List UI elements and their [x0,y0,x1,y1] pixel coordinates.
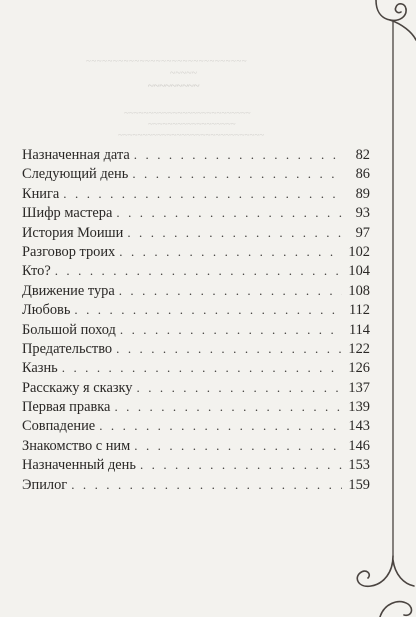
toc-entry-title: Знакомство с ним [22,437,131,454]
toc-dot-leader [71,475,342,494]
toc-entry-title: Расскажу я сказку [22,379,133,396]
toc-dot-leader [120,320,342,339]
toc-entry [22,300,370,319]
toc-entry-title: Совпадение [22,418,96,435]
toc-dot-leader [140,455,342,474]
toc-entry-title: Разговор троих [22,243,116,260]
toc-dot-leader [134,436,342,455]
toc-entry [22,339,370,358]
toc-dot-leader [74,300,342,319]
toc-entry [22,320,370,339]
toc-dot-leader [134,145,342,164]
toc-entry [22,164,370,183]
toc-entry-title: Назначенная дата [22,147,130,163]
toc-entry-title: Шифр мастера [22,205,113,222]
toc-entry-title: Казнь [22,360,58,377]
toc-dot-leader [55,261,342,280]
bleed-through-text: ~~~~~~~~~~~~~~~~~~~~~~~~~~~~~~ [86,56,248,66]
toc-entry-title: Книга [22,185,60,202]
toc-entry-page-number: 143 [348,418,370,435]
toc-entry-page-number: 102 [348,243,370,260]
toc-entry-page-number: 89 [355,185,370,202]
toc-dot-leader [119,281,342,300]
toc-dot-leader [99,416,342,435]
toc-entry-page-number: 126 [348,360,370,377]
toc-entry-title: Кто? [22,263,51,280]
toc-entry-title: Первая правка [22,399,111,416]
toc-dot-leader [137,378,343,397]
table-of-contents [22,145,370,494]
toc-entry-page-number: 137 [348,379,370,396]
bleed-through-text: ~~~~~~~~~~~~~~~~~~~~~~~~~~~~~~ [118,130,265,140]
bleed-through-text: ~~~~~~~~~ [148,80,200,92]
toc-entry [22,358,370,377]
toc-dot-leader [62,358,342,377]
toc-entry [22,416,370,435]
toc-entry-page-number: 146 [348,437,370,454]
toc-entry [22,223,370,242]
toc-entry [22,281,370,300]
toc-entry-page-number: 122 [348,340,370,357]
bleed-through-text: ~~~~~ [170,68,198,79]
toc-entry-page-number: 114 [348,321,370,338]
toc-dot-leader [116,203,342,222]
toc-entry [22,455,370,474]
toc-entry-page-number: 82 [355,147,370,163]
toc-entry-title: Большой поход [22,321,116,338]
toc-entry-page-number: 153 [348,457,370,474]
toc-entry-page-number: 112 [348,302,370,319]
toc-entry-title: История Моиши [22,224,124,241]
bleed-through-text: ~~~~~~~~~~~~~~~~~~~~~~~~~~ [124,108,251,118]
toc-dot-leader [116,339,342,358]
toc-dot-leader [119,242,342,261]
toc-dot-leader [127,223,342,242]
toc-entry-page-number: 104 [348,263,370,280]
toc-entry-page-number: 139 [348,399,370,416]
toc-entry [22,436,370,455]
toc-entry [22,184,370,203]
toc-dot-leader [132,164,342,183]
toc-entry [22,475,370,494]
toc-entry-page-number: 108 [348,282,370,299]
toc-entry-page-number: 97 [355,224,370,241]
toc-entry-page-number: 86 [355,166,370,183]
toc-entry [22,397,370,416]
toc-entry-page-number: 93 [355,205,370,222]
toc-dot-leader [63,184,342,203]
toc-entry-page-number: 159 [348,476,370,493]
toc-entry [22,145,370,164]
toc-entry-title: Следующий день [22,166,129,183]
toc-entry [22,261,370,280]
toc-entry-title: Движение тура [22,282,115,299]
toc-entry [22,378,370,397]
toc-entry [22,242,370,261]
bleed-through-text: ~~~~~~~~~~~~~~~~~~ [148,119,236,129]
toc-dot-leader [114,397,342,416]
toc-entry-title: Назначенный день [22,457,136,474]
toc-entry [22,203,370,222]
toc-entry-title: Любовь [22,302,71,319]
toc-entry-title: Эпилог [22,476,68,493]
toc-entry-title: Предательство [22,340,113,357]
